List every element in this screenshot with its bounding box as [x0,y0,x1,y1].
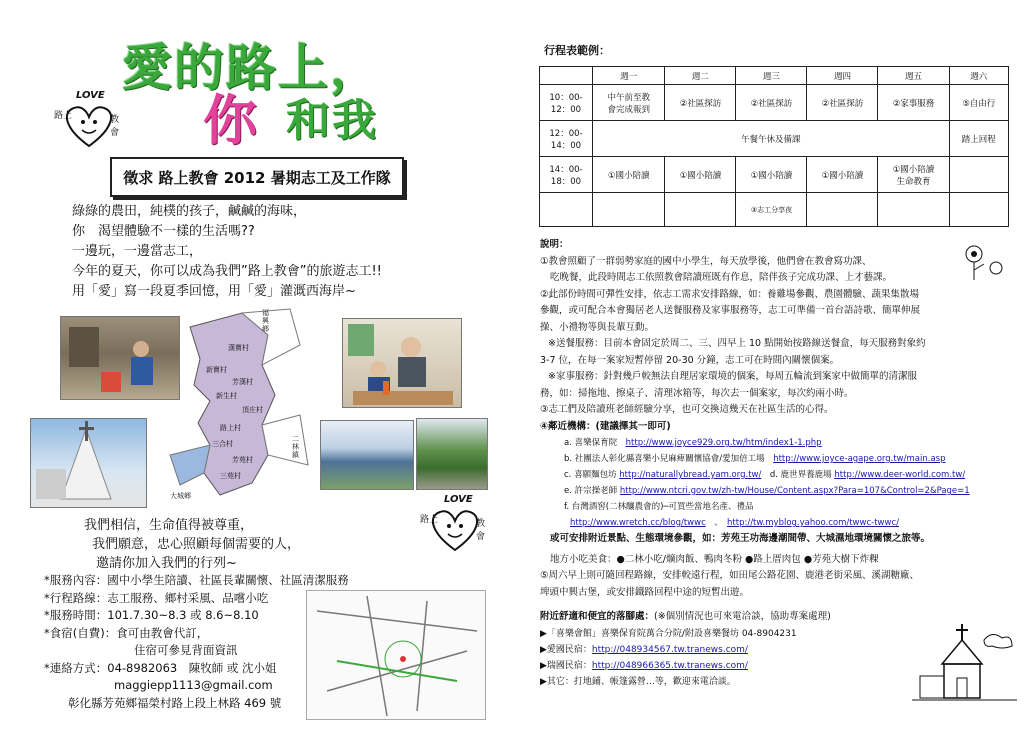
schedule-cell: ②社區探訪 [736,85,807,121]
note-line: 操、小禮物等與長輩互動。 [540,321,655,333]
note-line: 參觀，或可配合本會獨居老人送餐服務及家事服務等，志工可準備一首台語詩歌、簡單伸展 [540,305,921,316]
intro-text [72,202,382,302]
map-village: 漢寶村 [228,344,249,352]
info-line: *食宿(自費)：食可由教會代訂， [44,625,209,640]
nearby-label: c. 喜願麵包坊 [564,470,617,480]
info-line: *服務內容：國中小學生陪讀、社區長輩關懷、社區清潔服務 [44,573,349,587]
time-cell: 12：00- 14：00 [540,121,593,157]
day-header: 週六 [949,67,1008,85]
nearby-item [564,451,1010,467]
map-village: 頂庄村 [242,406,263,414]
lodging-note: (※個別情況也可來電洽談，協助專案處理) [654,611,831,622]
map-village: 三苑村 [220,472,241,480]
photo-church [30,418,147,508]
schedule-cell: ②家事服務 [878,85,949,121]
schedule-cell: ①國小陪讀 [665,157,736,193]
schedule-cell: ①國小陪讀 [807,157,878,193]
lodging-label: ▶愛國民宿： [540,644,592,655]
lodging-link[interactable]: http://048934567.tw.tranews.com/ [591,644,748,655]
schedule-cell [665,193,736,227]
schedule-cell [593,193,665,227]
info-line: *行程路線：志工服務、鄉村采風、品嚐小吃 [44,590,269,605]
headline-line1: 愛的路上， [122,38,382,97]
schedule-cell [949,193,1008,227]
nearby-link[interactable]: http://www.wretch.cc/blog/twwc [570,518,706,528]
nearby-link[interactable]: http://www.ntcri.gov.tw/zh-tw/House/Content.aspx?Para=107&Control=2&Page=1 [619,486,970,496]
info-line: *服務時間：101.7.30~8.3 或 8.6~8.10 [44,608,259,622]
extra-line: 埤頭中興古堡，或安排鐵路回程中途的短暫出遊。 [540,586,750,598]
info-line: *連絡方式：04-8982063 陳牧師 或 沈小姐 [44,660,277,675]
map-label-bottom: 大城鄉 [170,492,191,500]
nearby-label: a. 喜樂保育院 [564,438,618,448]
note-line: ※送餐服務：目前本會固定於周二、三、四早上 10 點開始按路線送餐盒，每天服務對象約 [548,338,926,349]
map-label-top: 福興鄉 [262,309,269,333]
schedule-cell: ②社區探訪 [665,85,736,121]
route-map [306,590,486,720]
time-cell: 10：00- 12：00 [540,85,593,121]
schedule-cell: ②社區探訪 [807,85,878,121]
nearby-link[interactable]: http://www.joyce-agape.org.tw/main.asp [773,454,946,464]
map-village: 三合村 [212,440,233,448]
schedule-cell-merged: 午餐午休及備課 [593,121,950,157]
map-village: 路上村 [220,424,241,432]
intro-line: 用「愛」寫一段夏季回憶，用「愛」灌溉西海岸~ [72,284,356,299]
note-line: 吃晚餐，此段時間志工依照教會陪讀班既有作息，陪伴孩子完成功課、上才藝課。 [550,272,893,283]
map-village: 芳漢村 [232,378,253,386]
nearby-heading: ④鄰近機構：(建議擇其一即可) [540,420,671,432]
schedule-cell: 踏上回程 [949,121,1008,157]
headline-and-me: 和我 [286,95,378,146]
note-line: ③志工們及陪讀班老師經驗分享，也可交換這幾天在社區生活的心得。 [540,404,834,415]
lodging-item: ▶其它：打地鋪、帳篷露營…等，歡迎來電洽談。 [540,676,736,687]
nearby-list [540,435,1010,531]
church-doodle-icon [912,620,1017,716]
nearby-link[interactable]: http://tw.myblog.yahoo.com/twwc-twwc/ [727,518,899,528]
intro-line: 一邊玩，一邊當志工， [72,244,203,259]
nearby-link[interactable]: http://www.deer-world.com.tw/ [834,470,966,480]
nearby-item [564,499,1010,515]
logo-love-text: LOVE [76,90,105,101]
day-header: 週二 [665,67,736,85]
lodging-link[interactable]: http://048966365.tw.tranews.com/ [591,660,748,671]
photo-sea [320,420,414,490]
map-village: 新寶村 [206,366,227,374]
day-header: 週一 [593,67,665,85]
lodging-item: ▶「喜樂會館」喜樂保育院萬合分院/附設喜樂餐坊 04-8904231 [540,628,797,639]
logo-right-text: 教會 [110,115,120,138]
lodging-label: ▶瑞國民宿： [540,660,592,671]
logo-left-text: 路上 [54,111,73,121]
nearby-label: d. 鹿世界養鹿場 [769,470,832,480]
belief-text [70,516,300,573]
nearby-item [564,435,1010,451]
love-logo [54,90,124,152]
time-cell [540,193,593,227]
extra-line: 或可安排附近景點、生態環境參觀，如：芳苑王功海邊潮間帶、大城濕地環境關懷之旅等。 [550,533,931,544]
fangyuan-map [150,305,315,505]
nearby-item [564,467,1010,483]
lodging-heading: 附近舒適和便宜的落腳處： [540,611,655,622]
day-header: 週四 [807,67,878,85]
note-line: ※家事服務：針對幾戶較無法自理居家環境的個案，每周五輪流到案家中做簡單的清潔服 [548,371,917,382]
flower-doodle-icon [952,238,1012,282]
map-village: 新生村 [216,392,237,400]
schedule-cell: ①國小陪讀 [736,157,807,193]
address-line: 彰化縣芳苑鄉福榮村路上段上林路 469 號 [68,695,282,710]
notes-heading: 說明： [540,239,569,250]
intro-line: 你 渴望體驗不一樣的生活嗎?? [72,224,255,239]
schedule-cell [878,193,949,227]
schedule-cell [807,193,878,227]
nearby-item: http://www.wretch.cc/blog/twwc 、 http://tw.myblog.yahoo.com/twwc-twwc/ [570,518,899,528]
extra-line: 地方小吃美食：●二林小吃/爌肉飯、鴨肉冬粉 ●路上厝肉包 ●芳苑大樹下炸粿 [550,553,879,565]
belief-line: 我們願意，忠心照顧每個需要的人， [92,537,301,552]
nearby-label: f. 台灣酒窖(二林釀農會的)─可買些當地名產、禮品 [564,502,754,512]
note-line: 3-7 位，在每一案家短暫停留 20-30 分鐘，志工可在時間內關懷個案。 [540,354,840,366]
note-line: ①教會照顧了一群弱勢家庭的國中小學生，每天放學後，他們會在教會寫功課、 [540,255,872,267]
time-cell: 14：00- 18：00 [540,157,593,193]
right-page [512,0,1024,729]
nearby-label: b. 社團法人彰化縣喜樂小兒麻痺關懷協會/愛加倍工場 [564,454,765,464]
recruit-banner: 徵求 路上教會 2012 暑期志工及工作隊 [110,157,404,197]
logo-right-text: 教會 [476,519,486,542]
schedule-cell: 中午前至教 會完成報到 [593,85,665,121]
day-header: 週三 [736,67,807,85]
photo-tutoring [342,318,462,408]
logo-left-text: 路上 [420,515,439,525]
schedule-title: 行程表範例： [544,44,610,57]
info-line: 住宿可參見背面資訊 [134,643,238,657]
note-line: 務，如：掃拖地、擦桌子、清理冰箱等，每次去一個案家，每次約兩小時。 [540,387,854,399]
map-label-right: 二林鎮 [292,435,299,459]
service-info [44,572,349,712]
contact-email[interactable]: maggiepp1113@gmail.com [114,678,273,692]
extra-line: ⑤周六早上則可隨回程路線，安排較遠行程，如田尾公路花園、鹿港老街采風、溪湖糖廠、 [540,570,920,581]
logo-love-text: LOVE [444,494,473,505]
photo-tree-road [416,418,488,490]
belief-line: 我們相信，生命值得被尊重， [84,518,254,533]
intro-line: 今年的夏天，你可以成為我們”路上教會”的旅遊志工!! [72,264,382,279]
schedule-cell: ⑤自由行 [949,85,1008,121]
schedule-cell: ③志工分享夜 [736,193,807,227]
intro-line: 綠綠的農田，純樸的孩子，鹹鹹的海味， [72,204,307,219]
nearby-link[interactable]: http://www.joyce929.org.tw/htm/index1-1.php [625,438,822,448]
nearby-label: e. 許宗操老師 [564,486,618,496]
schedule-table [539,66,1009,227]
headline-you: 你 [203,88,257,152]
schedule-cell [949,157,1008,193]
note-line: ②此部份時間可彈性安排，依志工需求安排路線，如：養雞場參觀、農園體驗、蔬果集散場 [540,288,920,300]
nearby-link[interactable]: http://naturallybread.yam.org.tw/ [619,470,762,480]
nearby-item [564,483,1010,499]
love-logo-2 [420,494,490,556]
belief-line: 邀請你加入我們的行列~ [96,556,237,571]
map-village: 芳苑村 [232,456,253,464]
schedule-cell: ①國小陪讀 生命教育 [878,157,949,193]
schedule-cell: ①國小陪讀 [593,157,665,193]
day-header: 週五 [878,67,949,85]
